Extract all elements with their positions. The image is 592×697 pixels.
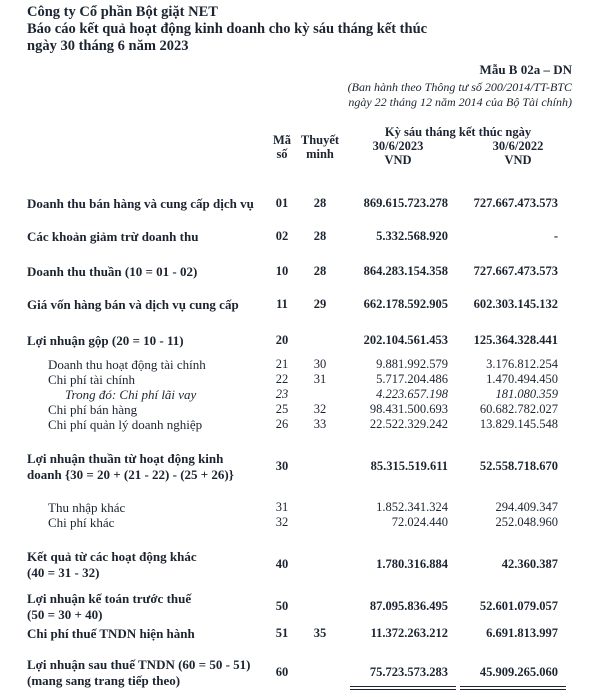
row-code: 51 <box>275 626 289 640</box>
row-label-line2: (50 = 30 + 40) <box>27 607 103 622</box>
row-code: 23 <box>275 387 289 401</box>
statement-row <box>0 451 592 483</box>
row-value-2022: 13.829.145.548 <box>479 417 558 431</box>
form-note-line2: ngày 22 tháng 12 năm 2014 của Bộ Tài chính) <box>348 95 572 109</box>
row-value-2022: 602.303.145.132 <box>473 297 558 311</box>
row-code: 50 <box>275 599 289 613</box>
row-value-2023: 9.881.992.579 <box>376 357 448 371</box>
row-note: 31 <box>313 372 327 386</box>
row-value-2023: 1.852.341.324 <box>376 500 448 514</box>
statement-row <box>0 333 592 349</box>
row-note: 28 <box>313 196 327 210</box>
row-value-2022: 6.691.813.997 <box>486 626 558 640</box>
row-label: Lợi nhuận kế toán trước thuế <box>27 591 192 606</box>
statement-row <box>0 515 592 531</box>
row-label-line2: (mang sang trang tiếp theo) <box>27 673 181 688</box>
row-value-2023: 662.178.592.905 <box>363 297 448 311</box>
column-header-date-2023: 30/6/2023 <box>372 139 424 153</box>
column-header-period: Kỳ sáu tháng kết thúc ngày <box>384 125 532 139</box>
row-value-2022: 52.558.718.670 <box>479 459 558 473</box>
row-code: 26 <box>275 417 289 431</box>
row-code: 21 <box>275 357 289 371</box>
row-note: 35 <box>313 626 327 640</box>
row-label: Doanh thu hoạt động tài chính <box>48 357 206 372</box>
column-header-code <box>270 133 294 161</box>
column-header-note-line1: Thuyết <box>300 133 340 147</box>
total-double-underline-2022-b <box>460 689 566 690</box>
row-value-2022: 42.360.387 <box>501 557 558 571</box>
column-header-note <box>298 133 342 161</box>
row-value-2022: 727.667.473.573 <box>473 264 558 278</box>
row-value-2023: 72.024.440 <box>391 515 448 529</box>
row-value-2023: 22.522.329.242 <box>369 417 448 431</box>
row-label: Chi phí quản lý doanh nghiệp <box>48 417 203 432</box>
total-double-underline-2023-b <box>350 689 456 690</box>
row-value-2023: 85.315.519.611 <box>370 459 448 473</box>
row-value-2022: 45.909.265.060 <box>479 665 558 679</box>
row-code: 10 <box>275 264 289 278</box>
row-value-2023: 75.723.573.283 <box>369 665 448 679</box>
row-label-line2: doanh {30 = 20 + (21 - 22) - (25 + 26)} <box>27 467 234 482</box>
row-value-2023: 5.332.568.920 <box>376 229 448 243</box>
row-value-2023: 1.780.316.884 <box>376 557 448 571</box>
statement-row <box>0 387 592 403</box>
row-value-2023: 98.431.500.693 <box>369 402 448 416</box>
row-label: Giá vốn hàng bán và dịch vụ cung cấp <box>27 297 239 312</box>
row-value-2022: 52.601.079.057 <box>479 599 558 613</box>
row-value-2023: 869.615.723.278 <box>363 196 448 210</box>
row-value-2022: - <box>553 229 558 243</box>
statement-row <box>0 626 592 642</box>
row-code: 32 <box>275 515 289 529</box>
row-value-2022: 727.667.473.573 <box>473 196 558 210</box>
statement-row <box>0 264 592 280</box>
row-label: Thu nhập khác <box>48 500 126 515</box>
row-code: 40 <box>275 557 289 571</box>
statement-row <box>0 657 592 689</box>
row-value-2022: 294.409.347 <box>495 500 558 514</box>
statement-row <box>0 402 592 418</box>
row-label: Chi phí tài chính <box>48 372 136 387</box>
column-header-date-2022: 30/6/2022 <box>492 139 544 153</box>
row-value-2023: 11.372.263.212 <box>370 626 448 640</box>
row-code: 01 <box>275 196 289 210</box>
column-header-unit-2023: VND <box>384 153 412 167</box>
row-code: 31 <box>275 500 289 514</box>
row-value-2022: 1.470.494.450 <box>486 372 558 386</box>
row-label: Lợi nhuận gộp (20 = 10 - 11) <box>27 333 184 348</box>
row-value-2023: 87.095.836.495 <box>369 599 448 613</box>
statement-row <box>0 549 592 581</box>
row-code: 02 <box>275 229 289 243</box>
row-label: Lợi nhuận thuần từ hoạt động kinh <box>27 451 224 466</box>
column-header-note-line2: minh <box>306 147 334 161</box>
row-note: 29 <box>313 297 327 311</box>
statement-row <box>0 500 592 516</box>
row-label-line2: (40 = 31 - 32) <box>27 565 100 580</box>
row-value-2022: 252.048.960 <box>495 515 558 529</box>
report-title-date: ngày 30 tháng 6 năm 2023 <box>27 38 189 54</box>
column-header-code-line2: số <box>276 147 288 161</box>
statement-row <box>0 229 592 245</box>
total-double-underline-2022 <box>460 686 566 687</box>
report-title: Báo cáo kết quả hoạt động kinh doanh cho kỳ sáu tháng kết thúc <box>27 21 428 37</box>
statement-row <box>0 591 592 623</box>
row-note: 33 <box>313 417 327 431</box>
row-note: 32 <box>313 402 327 416</box>
form-code: Mẫu B 02a – DN <box>479 62 572 77</box>
row-code: 22 <box>275 372 289 386</box>
row-label: Chi phí bán hàng <box>48 402 138 417</box>
row-label: Doanh thu bán hàng và cung cấp dịch vụ <box>27 196 254 211</box>
statement-row <box>0 297 592 313</box>
statement-row <box>0 357 592 373</box>
statement-row <box>0 417 592 433</box>
row-label: Chi phí thuế TNDN hiện hành <box>27 626 195 641</box>
row-note: 30 <box>313 357 327 371</box>
row-value-2023: 864.283.154.358 <box>363 264 448 278</box>
row-value-2022: 125.364.328.441 <box>473 333 558 347</box>
row-code: 25 <box>275 402 289 416</box>
row-label: Lợi nhuận sau thuế TNDN (60 = 50 - 51) <box>27 657 251 672</box>
column-header-unit-2022: VND <box>504 153 532 167</box>
column-header-code-line1: Mã <box>272 133 292 147</box>
row-note: 28 <box>313 264 327 278</box>
row-label: Kết quả từ các hoạt động khác <box>27 549 197 564</box>
row-label: Chi phí khác <box>48 515 115 530</box>
form-note-line1: (Ban hành theo Thông tư số 200/2014/TT-BTC <box>347 80 572 94</box>
row-label: Trong đó: Chi phí lãi vay <box>65 387 197 402</box>
row-value-2022: 181.080.359 <box>495 387 558 401</box>
company-name: Công ty Cổ phần Bột giặt NET <box>27 4 218 20</box>
row-value-2023: 4.223.657.198 <box>376 387 448 401</box>
row-value-2023: 5.717.204.486 <box>376 372 448 386</box>
row-value-2023: 202.104.561.453 <box>363 333 448 347</box>
row-value-2022: 60.682.782.027 <box>479 402 558 416</box>
row-code: 11 <box>276 297 288 311</box>
statement-row <box>0 372 592 388</box>
row-note: 28 <box>313 229 327 243</box>
row-code: 60 <box>275 665 289 679</box>
row-code: 30 <box>275 459 289 473</box>
total-double-underline-2023 <box>350 686 456 687</box>
row-label: Các khoản giảm trừ doanh thu <box>27 229 199 244</box>
statement-row <box>0 196 592 212</box>
row-value-2022: 3.176.812.254 <box>486 357 558 371</box>
row-code: 20 <box>275 333 289 347</box>
row-label: Doanh thu thuần (10 = 01 - 02) <box>27 264 198 279</box>
